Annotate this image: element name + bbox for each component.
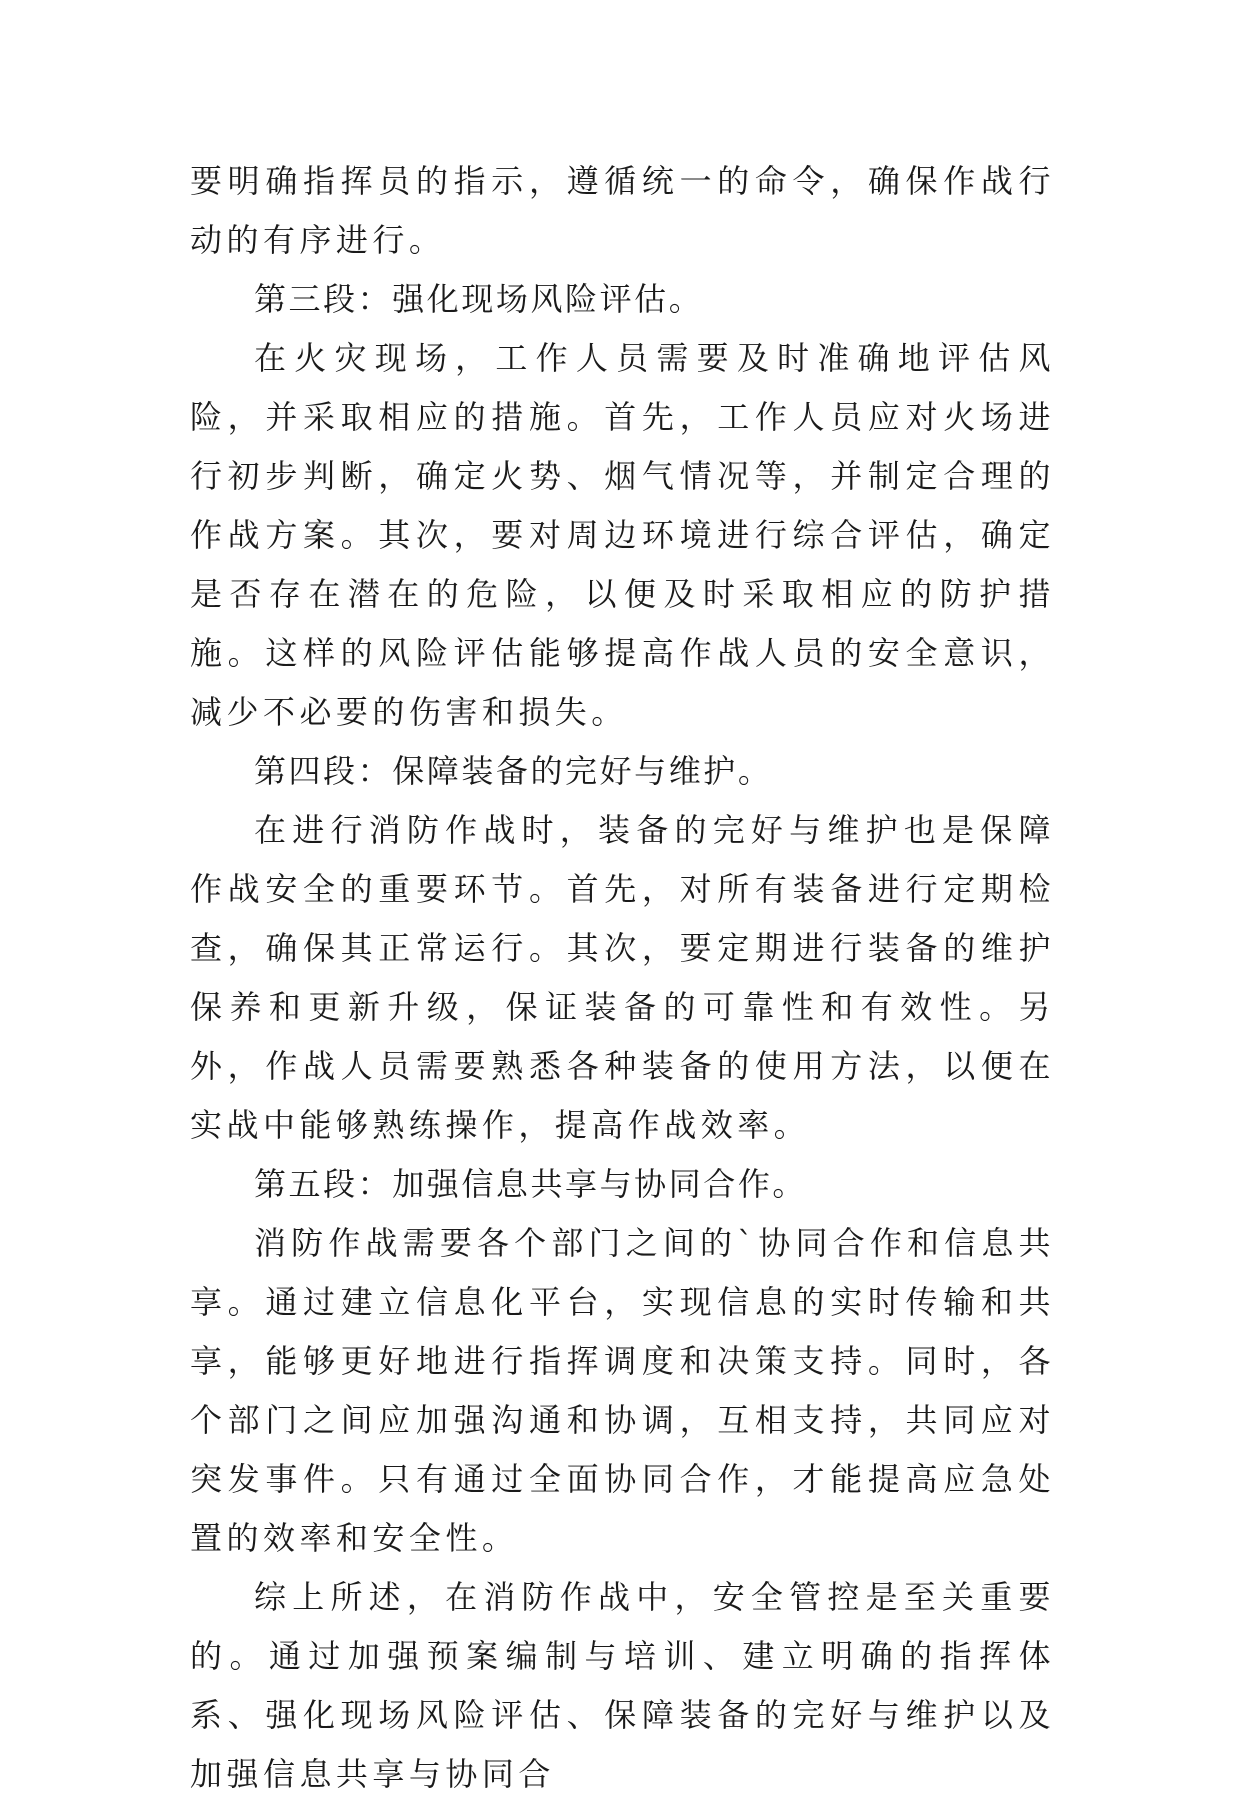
paragraph-info-sharing: 消防作战需要各个部门之间的`协同合作和信息共享。通过建立信息化平台，实现信息的实时传输和共享，能够更好地进行指挥调度和决策支持。同时，各个部门之间应加强沟通和协调，互相支持，共同应对突发事件。只有通过全面协同合作，才能提高应急处置的效率和安全性。 [190, 1224, 1055, 1557]
paragraph-risk-assessment: 在火灾现场，工作人员需要及时准确地评估风险，并采取相应的措施。首先，工作人员应对火场进行初步判断，确定火势、烟气情况等，并制定合理的作战方案。其次，要对周边环境进行综合评估，确定是否存在潜在的危险，以便及时采取相应的防护措施。这样的风险评估能够提高作战人员的安全意识，减少不必要的伤害和损失。 [190, 339, 1055, 731]
paragraph-continuation: 要明确指挥员的指示，遵循统一的命令，确保作战行动的有序进行。 [190, 162, 1055, 259]
section-heading-4: 第四段：保障装备的完好与维护。 [254, 752, 773, 790]
section-heading-5: 第五段：加强信息共享与协同合作。 [254, 1165, 807, 1203]
paragraph-equipment: 在进行消防作战时，装备的完好与维护也是保障作战安全的重要环节。首先，对所有装备进行定期检查，确保其正常运行。其次，要定期进行装备的维护保养和更新升级，保证装备的可靠性和有效性。另外，作战人员需要熟悉各种装备的使用方法，以便在实战中能够熟练操作，提高作战效率。 [190, 811, 1055, 1144]
section-heading-3: 第三段：强化现场风险评估。 [254, 280, 704, 318]
paragraph-summary: 综上所述，在消防作战中，安全管控是至关重要的。通过加强预案编制与培训、建立明确的指挥体系、强化现场风险评估、保障装备的完好与维护以及加强信息共享与协同合 [190, 1578, 1055, 1793]
document-body [190, 152, 1055, 1804]
